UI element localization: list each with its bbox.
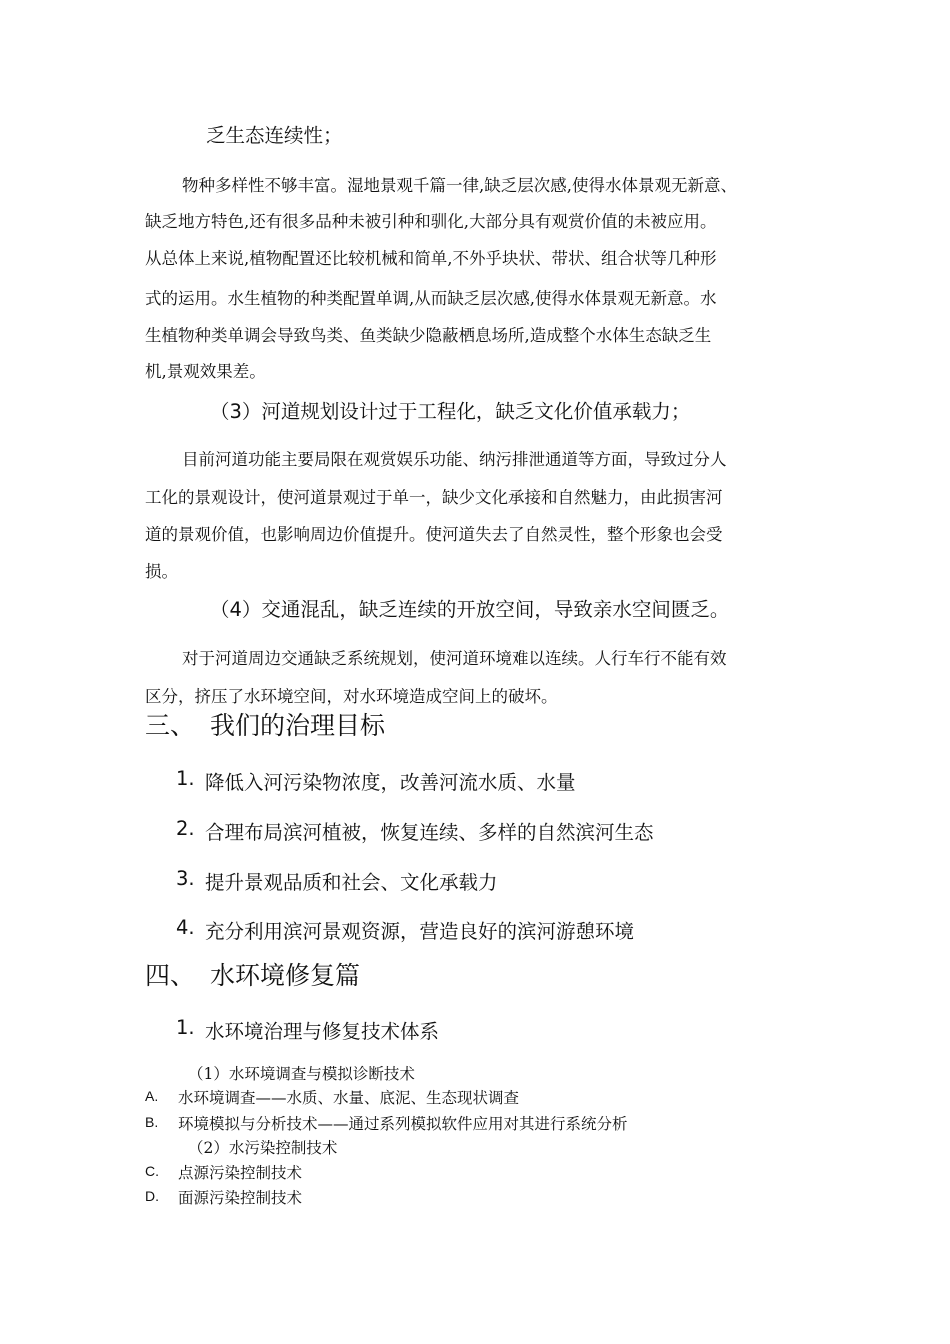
section-4-number: 四、 bbox=[145, 961, 196, 990]
section-3-number: 三、 bbox=[145, 711, 196, 740]
paragraph-line: 目前河道功能主要局限在观赏娱乐功能、纳污排泄通道等方面，导致过分人 bbox=[182, 450, 727, 469]
list-item: 点源污染控制技术 bbox=[178, 1164, 303, 1182]
paragraph-line: 区分，挤压了水环境空间，对水环境造成空间上的破坏。 bbox=[145, 687, 558, 706]
paragraph-line: 缺乏地方特色,还有很多品种未被引种和驯化,大部分具有观赏价值的未被应用。 bbox=[145, 212, 717, 231]
paragraph-line: 机,景观效果差。 bbox=[145, 362, 266, 381]
list-item: 环境模拟与分析技术——通过系列模拟软件应用对其进行系统分析 bbox=[178, 1115, 628, 1133]
tech-group-heading: （1）水环境调查与模拟诊断技术 bbox=[188, 1065, 415, 1083]
continuation-heading: 乏生态连续性； bbox=[206, 124, 343, 147]
paragraph-line: 损。 bbox=[145, 562, 178, 581]
paragraph-line: 工化的景观设计，使河道景观过于单一，缺少文化承接和自然魅力，由此损害河 bbox=[145, 488, 723, 507]
paragraph-line: 生植物种类单调会导致鸟类、鱼类缺少隐蔽栖息场所,造成整个水体生态缺乏生 bbox=[145, 326, 712, 345]
list-marker: C. bbox=[145, 1163, 159, 1179]
list-item: 水环境调查——水质、水量、底泥、生态现状调查 bbox=[178, 1089, 520, 1107]
paragraph-line: 道的景观价值，也影响周边价值提升。使河道失去了自然灵性，整个形象也会受 bbox=[145, 525, 723, 544]
point-4-heading: （4）交通混乱，缺乏连续的开放空间，导致亲水空间匮乏。 bbox=[210, 598, 730, 621]
goal-number: 2. bbox=[176, 817, 195, 840]
section-4-title: 水环境修复篇 bbox=[210, 961, 361, 990]
goal-text: 降低入河污染物浓度，改善河流水质、水量 bbox=[205, 771, 576, 794]
goal-text: 合理布局滨河植被，恢复连续、多样的自然滨河生态 bbox=[205, 821, 654, 844]
subsection-title: 水环境治理与修复技术体系 bbox=[205, 1020, 440, 1043]
list-marker: A. bbox=[145, 1088, 159, 1104]
point-3-heading: （3）河道规划设计过于工程化，缺乏文化价值承载力； bbox=[210, 400, 691, 423]
goal-text: 充分利用滨河景观资源，营造良好的滨河游憩环境 bbox=[205, 920, 635, 943]
list-marker: D. bbox=[145, 1188, 159, 1204]
goal-number: 1. bbox=[176, 767, 195, 790]
list-item: 面源污染控制技术 bbox=[178, 1189, 303, 1207]
paragraph-line: 物种多样性不够丰富。湿地景观千篇一律,缺乏层次感,使得水体景观无新意、 bbox=[182, 176, 737, 195]
section-3-title: 我们的治理目标 bbox=[210, 711, 386, 740]
list-marker: B. bbox=[145, 1114, 159, 1130]
paragraph-line: 对于河道周边交通缺乏系统规划，使河道环境难以连续。人行车行不能有效 bbox=[182, 649, 727, 668]
subsection-number: 1. bbox=[176, 1016, 195, 1039]
tech-group-heading: （2）水污染控制技术 bbox=[188, 1139, 338, 1157]
paragraph-line: 从总体上来说,植物配置还比较机械和简单,不外乎块状、带状、组合状等几种形 bbox=[145, 249, 717, 268]
goal-number: 3. bbox=[176, 867, 195, 890]
goal-text: 提升景观品质和社会、文化承载力 bbox=[205, 871, 498, 894]
goal-number: 4. bbox=[176, 916, 195, 939]
paragraph-line: 式的运用。水生植物的种类配置单调,从而缺乏层次感,使得水体景观无新意。水 bbox=[145, 289, 717, 308]
